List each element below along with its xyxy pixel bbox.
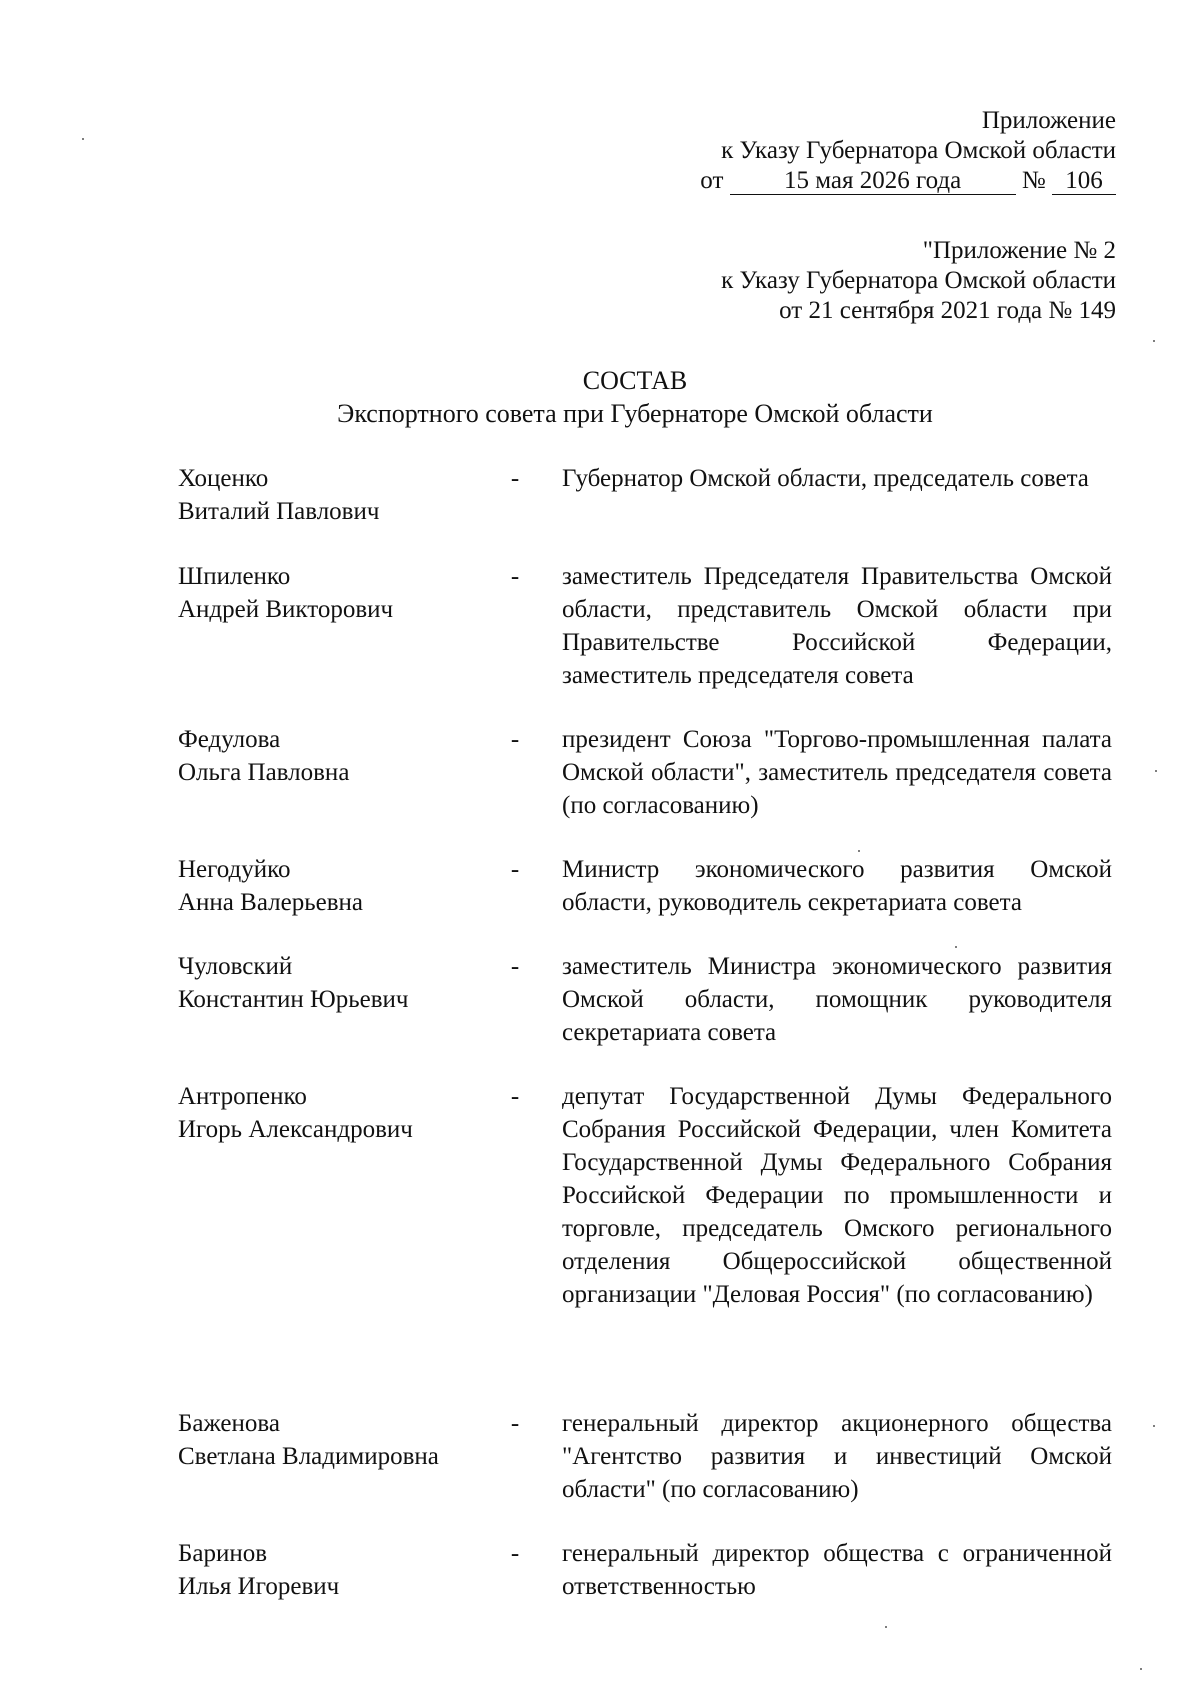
decree-number: 106 (1052, 167, 1116, 195)
member-role: президент Союза "Торгово-промышленная палата Омской области", заместитель председателя совета (по согласованию) (562, 726, 1112, 819)
decree-date: 15 мая 2026 года (730, 167, 1016, 195)
member-given-name: Андрей Викторович (178, 596, 394, 623)
scan-speck (1153, 340, 1155, 342)
member-given-name: Илья Игоревич (178, 1573, 340, 1600)
original-appendix-label: "Приложение № 2 (922, 237, 1116, 264)
scan-speck (885, 1626, 887, 1628)
scan-speck (955, 946, 957, 948)
appendix-date-line (596, 166, 1116, 196)
member-given-name: Светлана Владимировна (178, 1443, 439, 1470)
member-surname: Федулова (178, 726, 281, 753)
separator-dash: - (510, 1083, 520, 1110)
appendix-label: Приложение (981, 107, 1116, 134)
member-role: заместитель Председателя Правительства Омской области, представитель Омской области при Правительстве Российской Федерации, заместитель председателя совета (562, 563, 1112, 689)
scan-speck (858, 850, 860, 852)
scan-speck (1155, 770, 1157, 772)
member-name (178, 723, 508, 789)
original-appendix-header (596, 236, 1116, 326)
scan-speck (1140, 1668, 1142, 1670)
title-subtitle: Экспортного совета при Губернаторе Омской области (337, 399, 933, 428)
separator-dash: - (510, 1410, 520, 1437)
member-surname: Баринов (178, 1540, 268, 1567)
member-name (178, 1080, 508, 1146)
member-name (178, 1407, 508, 1473)
document-title (0, 364, 1200, 430)
member-name (178, 950, 508, 1016)
separator-dash: - (510, 856, 520, 883)
original-decree-ref: к Указу Губернатора Омской области (721, 267, 1116, 294)
member-given-name: Константин Юрьевич (178, 986, 409, 1013)
member-given-name: Игорь Александрович (178, 1116, 413, 1143)
date-prefix: от (700, 167, 724, 194)
separator-dash: - (510, 563, 520, 590)
member-role: Министр экономического развития Омской области, руководитель секретариата совета (562, 856, 1112, 916)
member-role: Губернатор Омской области, председатель совета (562, 465, 1089, 492)
member-given-name: Ольга Павловна (178, 759, 350, 786)
separator-dash: - (510, 465, 520, 492)
member-name (178, 462, 508, 528)
separator-dash: - (510, 953, 520, 980)
title-main: СОСТАВ (582, 366, 688, 395)
scan-speck (1153, 1425, 1155, 1427)
member-surname: Шпиленко (178, 563, 291, 590)
member-surname: Чуловский (178, 953, 293, 980)
member-surname: Антропенко (178, 1083, 307, 1110)
appendix-decree-ref: к Указу Губернатора Омской области (721, 137, 1116, 164)
member-given-name: Анна Валерьевна (178, 889, 363, 916)
member-name (178, 1537, 508, 1603)
member-role: заместитель Министра экономического развития Омской области, помощник руководителя секретариата совета (562, 953, 1112, 1046)
member-role: депутат Государственной Думы Федерального Собрания Российской Федерации, член Комитета Государственной Думы Федерального Собрания Российской Федерации по промышленности и торговле, председатель Омского регионального отделения Общероссийской общественной организации "Деловая Россия" (по согласованию) (562, 1083, 1112, 1308)
member-given-name: Виталий Павлович (178, 498, 380, 525)
appendix-header (596, 106, 1116, 196)
original-decree-date: от 21 сентября 2021 года № 149 (779, 297, 1116, 324)
member-surname: Баженова (178, 1410, 280, 1437)
number-prefix: № (1021, 167, 1046, 194)
separator-dash: - (510, 726, 520, 753)
member-role: генеральный директор общества с ограниченной ответственностью (562, 1540, 1112, 1600)
member-name (178, 853, 508, 919)
member-name (178, 560, 508, 626)
member-surname: Негодуйко (178, 856, 291, 883)
member-role: генеральный директор акционерного общества "Агентство развития и инвестиций Омской области" (по согласованию) (562, 1410, 1112, 1503)
separator-dash: - (510, 1540, 520, 1567)
scan-speck (82, 138, 84, 140)
member-surname: Хоценко (178, 465, 269, 492)
